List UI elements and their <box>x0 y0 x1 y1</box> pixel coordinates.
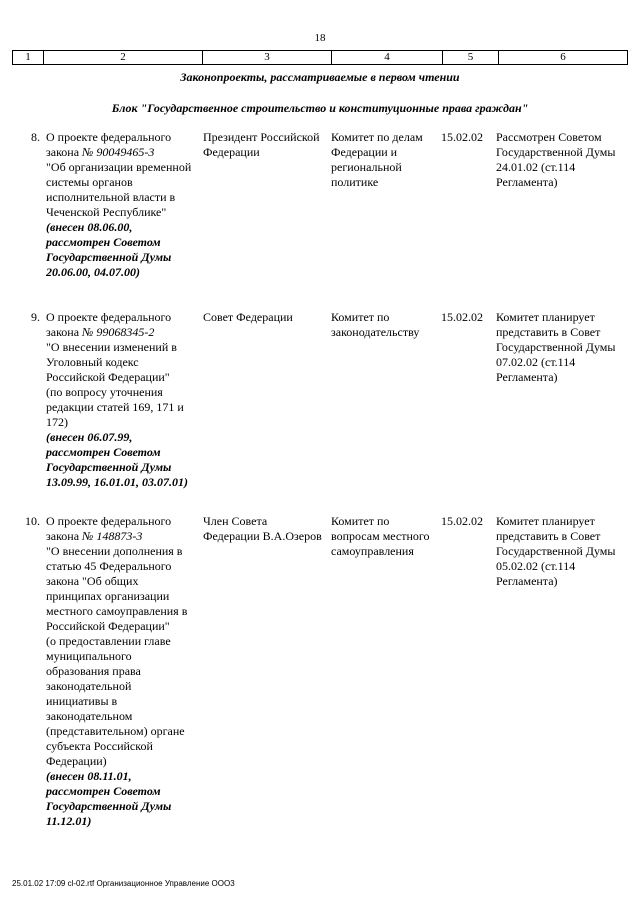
consideration-date: 15.02.02 <box>441 130 483 144</box>
bill-status: Комитет планирует представить в Совет Государственной Думы 07.02.02 (ст.114 Регламента) <box>496 310 616 384</box>
committee: Комитет по вопросам местного самоуправления <box>331 514 430 558</box>
consideration-date: 15.02.02 <box>441 310 483 324</box>
page-number: 18 <box>314 32 326 44</box>
column-number: 6 <box>499 51 628 65</box>
entry-number: 8. <box>31 130 40 144</box>
bill-status: Комитет планирует представить в Совет Государственной Думы 05.02.02 (ст.114 Регламента) <box>496 514 616 588</box>
entry-number: 10. <box>25 514 40 528</box>
bill-title-prefix: О проекте федерального закона <box>46 130 172 159</box>
entry-number: 9. <box>31 310 40 324</box>
column-number: 1 <box>13 51 44 65</box>
bill-note: (о предоставлении главе муниципального образования права законодательной инициативы в законодательном (представительном) органе субъекта Российской Федерации) <box>46 634 185 768</box>
initiator: Член Совета Федерации В.А.Озеров <box>203 514 322 543</box>
bill-history: (внесен 08.11.01, рассмотрен Советом Государственной Думы 11.12.01) <box>46 769 172 828</box>
bill-note: (по вопросу уточнения редакции статей 169, 171 и 172) <box>46 385 184 429</box>
initiator: Президент Российской Федерации <box>203 130 320 159</box>
bill-title: "Об организации временной системы органов исполнительной власти в Чеченской Республике" <box>46 160 192 219</box>
committee: Комитет по делам Федерации и региональной политике <box>331 130 423 189</box>
column-number: 5 <box>443 51 499 65</box>
bill-title-prefix: О проекте федерального закона <box>46 310 172 339</box>
bill-number: № 90049465-3 <box>82 145 155 159</box>
block-title: Блок "Государственное строительство и конституционные права граждан" <box>111 101 529 115</box>
column-number: 3 <box>203 51 332 65</box>
bill-history: (внесен 06.07.99, рассмотрен Советом Государственной Думы 13.09.99, 16.01.01, 03.07.01) <box>46 430 188 489</box>
bill-description <box>46 514 196 829</box>
bill-description <box>46 310 196 490</box>
bill-title: "О внесении дополнения в статью 45 Федерального закона "Об общих принципах организации местного самоуправления в Российской Федерации" <box>46 544 188 633</box>
column-number-header <box>12 50 628 65</box>
bill-number: № 99068345-2 <box>82 325 155 339</box>
bill-title-prefix: О проекте федерального закона <box>46 514 172 543</box>
initiator: Совет Федерации <box>203 310 293 324</box>
bill-status: Рассмотрен Советом Государственной Думы 24.01.02 (ст.114 Регламента) <box>496 130 616 189</box>
bill-history: (внесен 08.06.00, рассмотрен Советом Государственной Думы 20.06.00, 04.07.00) <box>46 220 172 279</box>
footer-stamp: 25.01.02 17:09 cl-02.rtf Организационное Управление ООО3 <box>12 879 235 888</box>
bill-title: "О внесении изменений в Уголовный кодекс Российской Федерации" <box>46 340 177 384</box>
bill-description <box>46 130 196 280</box>
section-title: Законопроекты, рассматриваемые в первом чтении <box>180 70 460 84</box>
bill-number: № 148873-3 <box>82 529 143 543</box>
committee: Комитет по законодательству <box>331 310 420 339</box>
column-number: 4 <box>332 51 443 65</box>
consideration-date: 15.02.02 <box>441 514 483 528</box>
column-number: 2 <box>44 51 203 65</box>
